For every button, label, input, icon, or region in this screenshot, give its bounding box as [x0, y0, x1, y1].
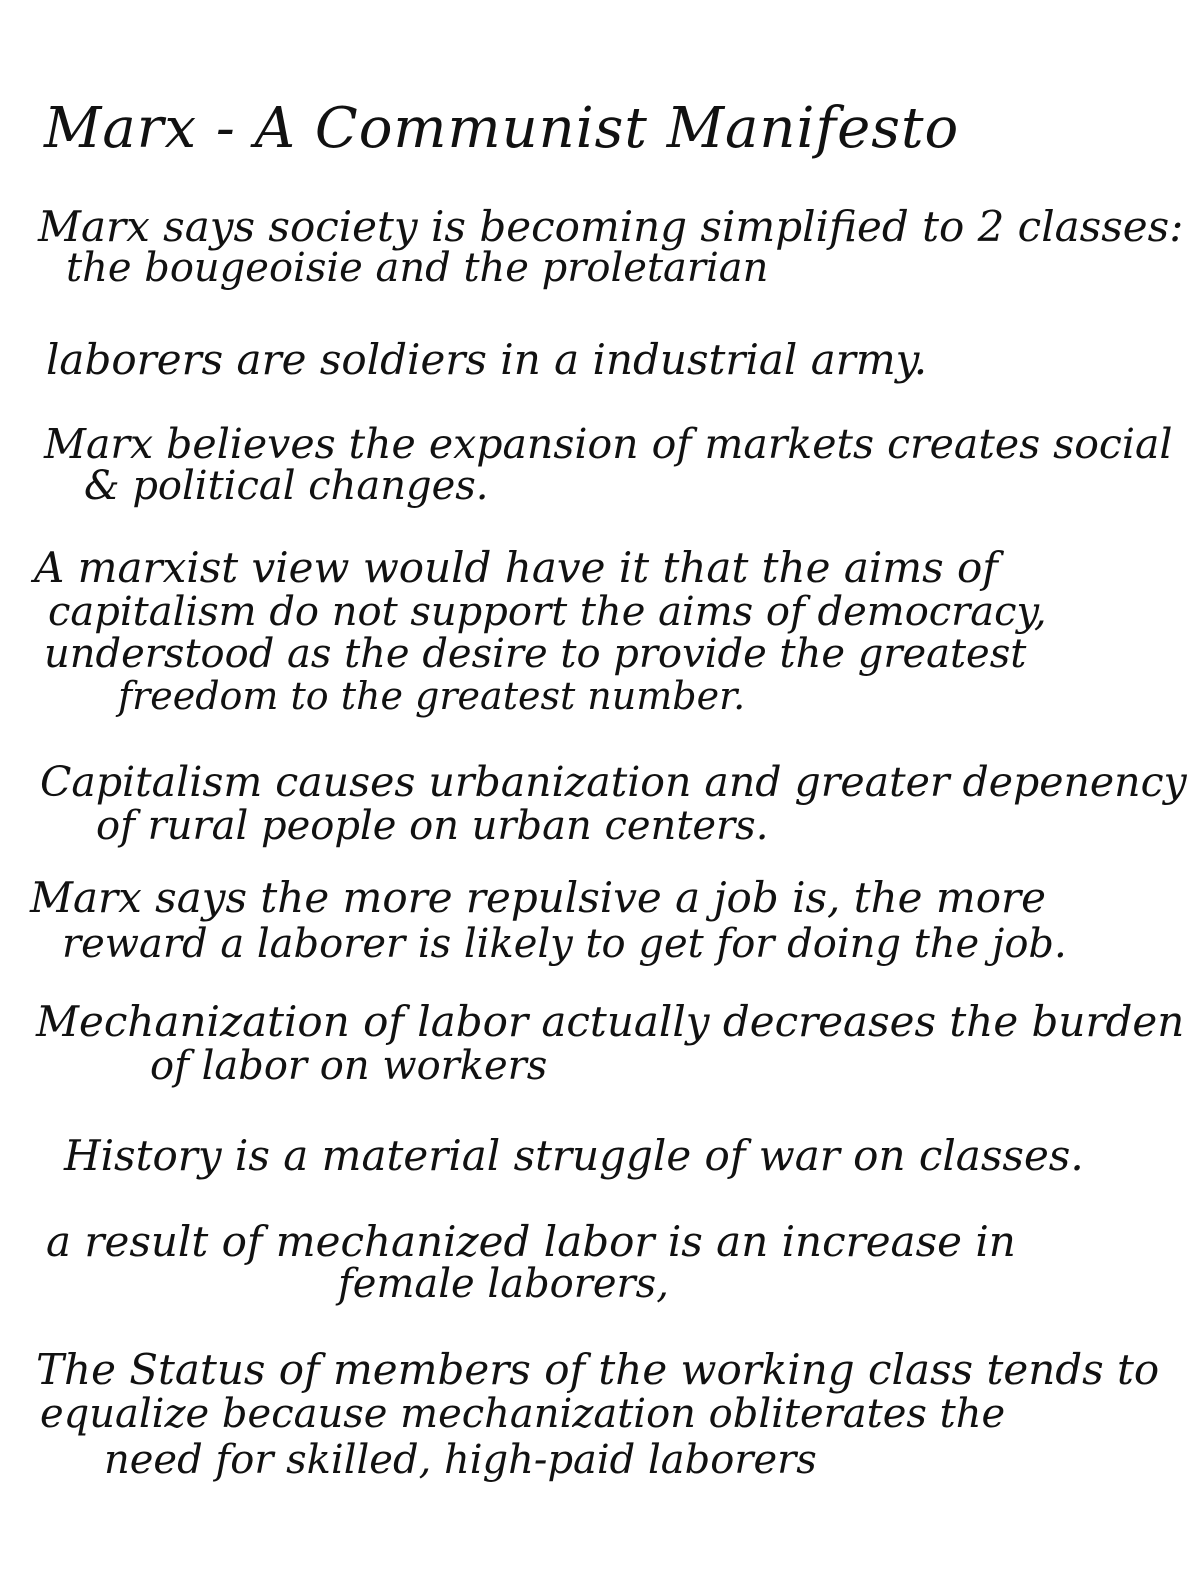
note-9-line-1: a result of mechanized labor is an increase in [46, 1217, 1016, 1266]
note-6-line-1: Marx says the more repulsive a job is, the more [30, 873, 1046, 922]
note-3-line-1: Marx believes the expansion of markets creates social [44, 420, 1173, 468]
note-5-line-1: Capitalism causes urbanization and greater depenency [40, 758, 1187, 806]
note-4-line-2: capitalism do not support the aims of democracy, [48, 589, 1047, 635]
note-1-line-2: the bougeoisie and the proletarian [66, 245, 769, 291]
note-1-line-1: Marx says society is becoming simplified to 2 classes: [38, 202, 1184, 251]
note-4-line-1: A marxist view would have it that the aims of [34, 543, 998, 592]
note-9-line-2: female laborers, [338, 1261, 669, 1307]
note-3-line-2: & political changes. [84, 463, 489, 509]
note-7-line-2: of labor on workers [150, 1043, 548, 1089]
note-7-line-1: Mechanization of labor actually decreases the burden [36, 997, 1185, 1046]
note-4-line-3: understood as the desire to provide the greatest [44, 631, 1027, 677]
note-10-line-1: The Status of members of the working class tends to [36, 1345, 1160, 1394]
note-5-line-2: of rural people on urban centers. [96, 803, 769, 849]
page-title: Marx - A Communist Manifesto [44, 96, 960, 161]
note-4-line-4: freedom to the greatest number. [118, 674, 746, 718]
note-2-line-1: laborers are soldiers in a industrial army. [46, 335, 928, 384]
note-10-line-2: equalize because mechanization obliterates the [40, 1391, 1006, 1437]
note-8-line-1: History is a material struggle of war on classes. [64, 1131, 1084, 1180]
note-10-line-3: need for skilled, high-paid laborers [104, 1437, 817, 1483]
note-6-line-2: reward a laborer is likely to get for doing the job. [62, 921, 1067, 967]
